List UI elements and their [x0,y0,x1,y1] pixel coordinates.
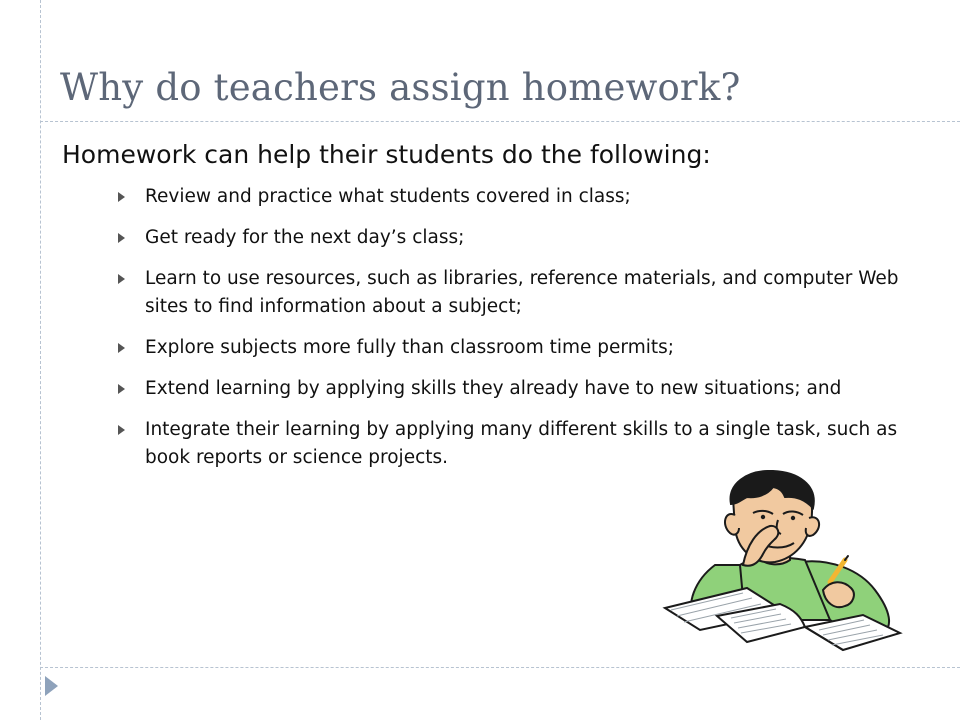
bullet-text: Review and practice what students covered in class; [145,186,631,207]
triangle-right-icon [118,425,125,435]
bullet-item [118,334,908,362]
bullet-item [118,183,908,211]
bullet-text: Get ready for the next day’s class; [145,227,465,248]
bullet-text: Explore subjects more fully than classroom time permits; [145,337,674,358]
title-divider-line [40,121,960,122]
bullet-item [118,416,908,472]
bullet-item [118,375,908,403]
triangle-right-icon [118,343,125,353]
triangle-right-icon [45,676,58,696]
bullet-list [118,183,908,485]
triangle-right-icon [118,384,125,394]
bullet-text: Integrate their learning by applying many different skills to a single task, such as book reports or science projects. [145,419,898,468]
triangle-right-icon [118,233,125,243]
boy-studying-clipart [655,470,920,670]
triangle-right-icon [118,192,125,202]
bullet-item [118,265,908,321]
bullet-text: Learn to use resources, such as libraries, reference materials, and computer Web sites to find information about a subject; [145,268,899,317]
left-guide-line [40,0,41,720]
slide-title: Why do teachers assign homework? [60,66,741,109]
bullet-item [118,224,908,252]
slide-subtitle: Homework can help their students do the following: [62,140,711,169]
bullet-text: Extend learning by applying skills they already have to new situations; and [145,378,842,399]
triangle-right-icon [118,274,125,284]
